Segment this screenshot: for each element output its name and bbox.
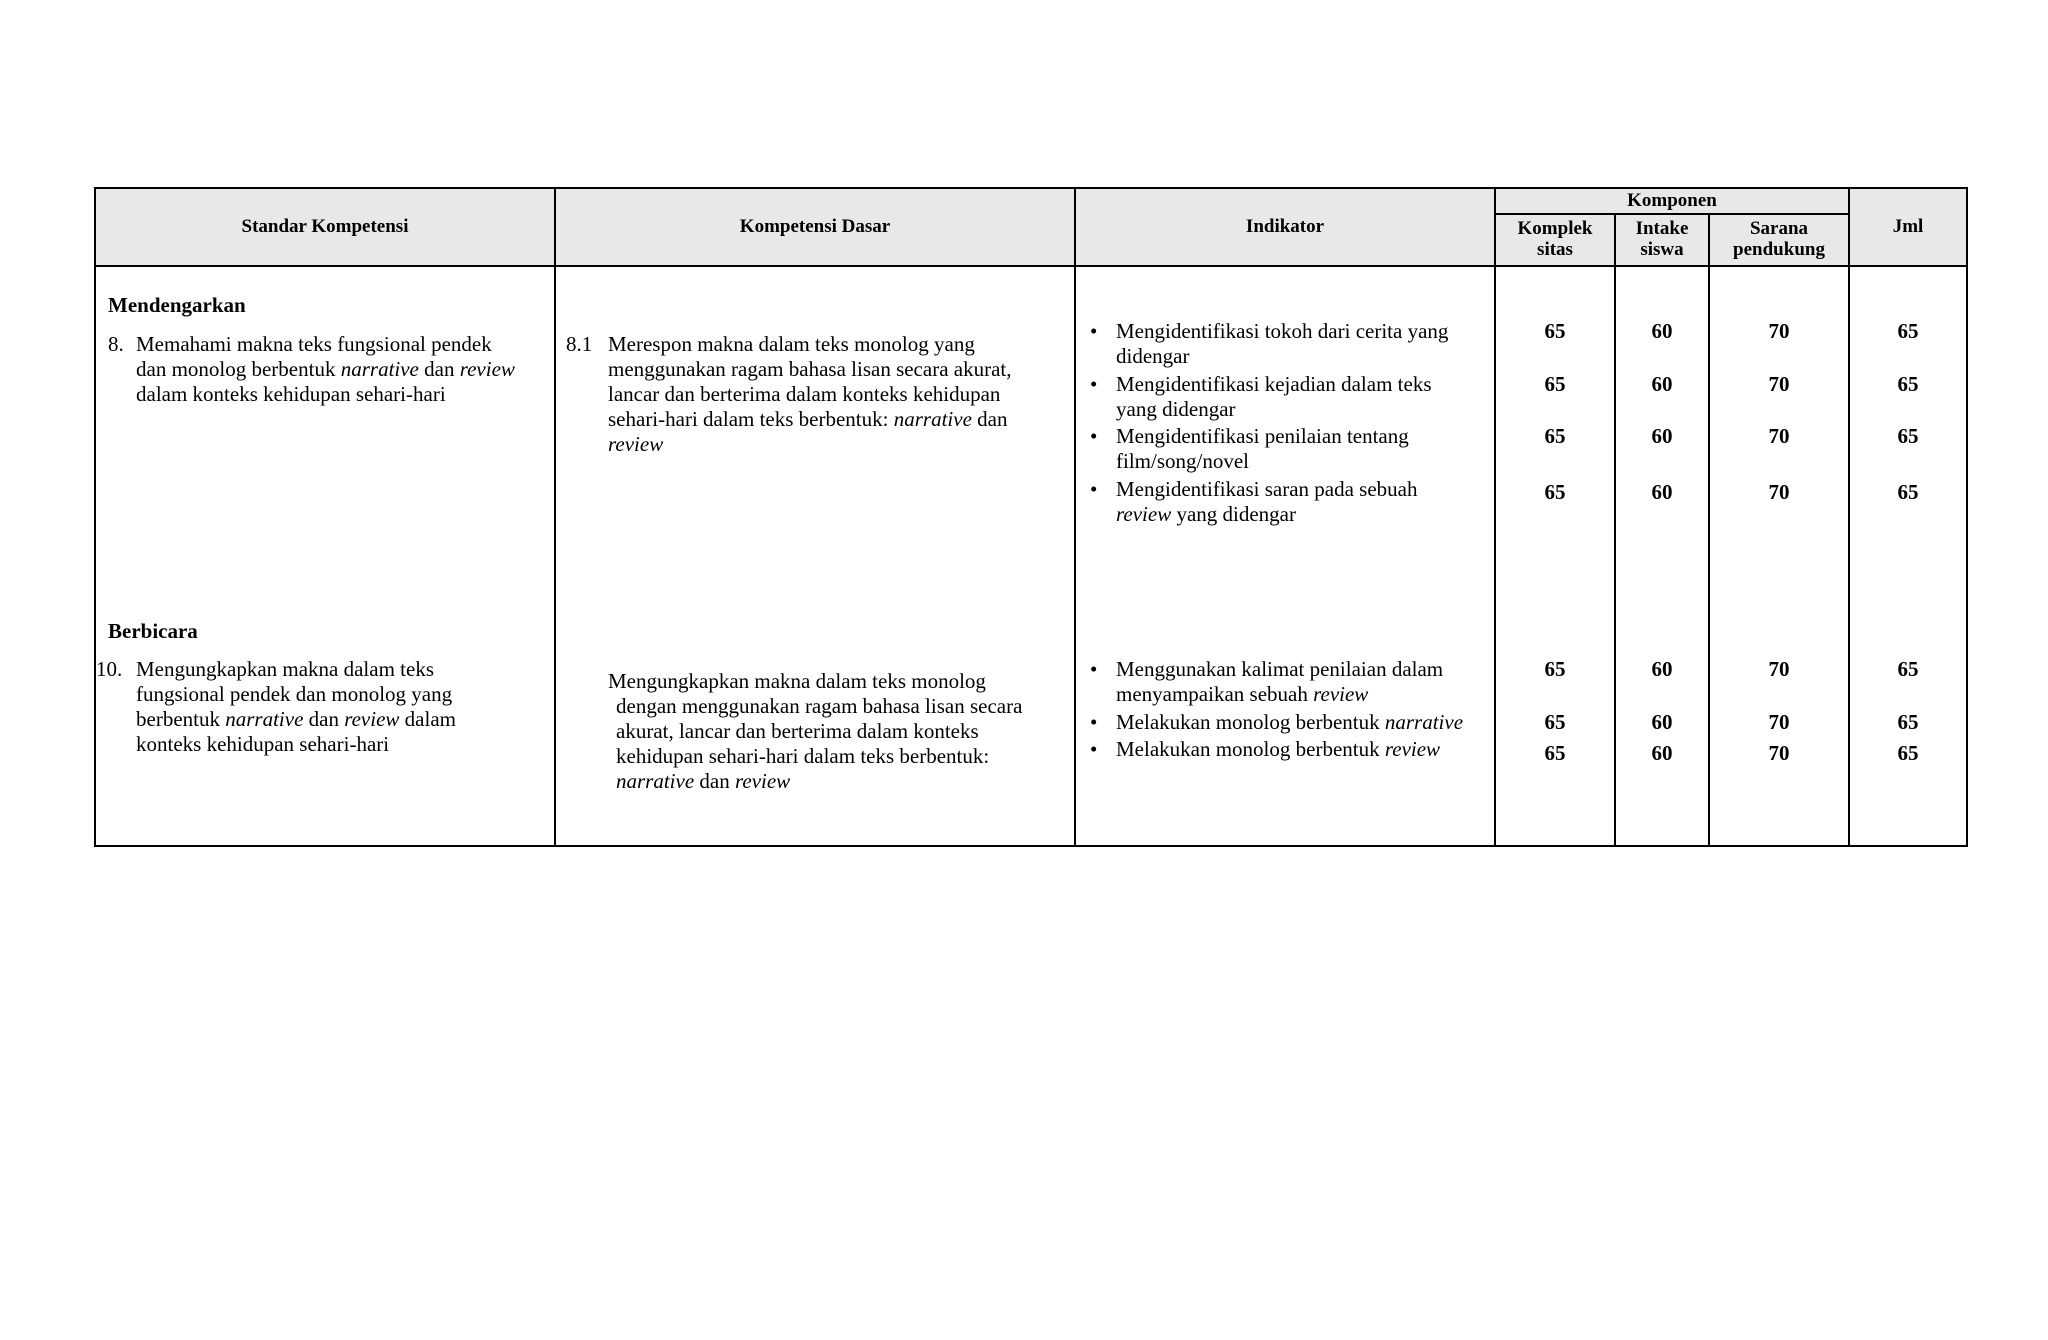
header-intake-siswa: Intake siswa	[1615, 214, 1709, 266]
cell-intake-siswa	[1615, 266, 1709, 846]
kd-text-8-1: Merespon makna dalam teks monolog yang menggunakan ragam bahasa lisan secara akurat, lancar dan berterima dalam konteks kehidupan sehari-hari dalam teks berbentuk: narrative dan review	[608, 332, 1012, 456]
score-jml: 65	[1897, 657, 1919, 681]
header-jml: Jml	[1849, 188, 1967, 266]
score-sarana: 70	[1768, 710, 1790, 734]
cell-jml	[1849, 266, 1967, 846]
score-sarana: 70	[1768, 372, 1790, 396]
score-kompleksitas: 65	[1544, 319, 1566, 343]
competency-table	[94, 187, 1968, 847]
sk-number-8: 8.	[108, 332, 124, 356]
indicator-item: • Melakukan monolog berbentuk review	[1116, 737, 1496, 762]
indicator-item: • Mengidentifikasi tokoh dari cerita yang didengar	[1116, 319, 1496, 369]
cell-standar-kompetensi	[95, 266, 555, 846]
sk-number-10: 10.	[96, 657, 123, 681]
score-jml: 65	[1897, 741, 1919, 765]
kd-number-8-1: 8.1	[566, 332, 593, 356]
header-sarana-pendukung: Sarana pendukung	[1709, 214, 1849, 266]
indicator-item: • Melakukan monolog berbentuk narrative	[1116, 710, 1496, 735]
score-jml: 65	[1897, 372, 1919, 396]
score-kompleksitas: 65	[1544, 657, 1566, 681]
score-kompleksitas: 65	[1544, 741, 1566, 765]
score-sarana: 70	[1768, 480, 1790, 504]
score-sarana: 70	[1768, 657, 1790, 681]
score-intake: 60	[1651, 741, 1673, 765]
indicator-item: • Mengidentifikasi kejadian dalam teks yang didengar	[1116, 372, 1496, 422]
score-intake: 60	[1651, 424, 1673, 448]
header-komponen: Komponen	[1495, 188, 1849, 214]
score-intake: 60	[1651, 657, 1673, 681]
indicator-item: • Mengidentifikasi penilaian tentang film/song/novel	[1116, 424, 1496, 474]
score-intake: 60	[1651, 319, 1673, 343]
score-jml: 65	[1897, 319, 1919, 343]
header-standar-kompetensi: Standar Kompetensi	[95, 188, 555, 266]
score-intake: 60	[1651, 710, 1673, 734]
score-sarana: 70	[1768, 319, 1790, 343]
kd-text-10: Mengungkapkan makna dalam teks monolog dengan menggunakan ragam bahasa lisan secara akurat, lancar dan berterima dalam konteks kehidupan sehari-hari dalam teks berbentuk: narrative dan review	[608, 669, 1023, 793]
sk-text-8: Memahami makna teks fungsional pendek dan monolog berbentuk narrative dan review dalam konteks kehidupan sehari-hari	[136, 332, 515, 406]
score-intake: 60	[1651, 372, 1673, 396]
score-jml: 65	[1897, 424, 1919, 448]
score-kompleksitas: 65	[1544, 372, 1566, 396]
cell-indikator	[1075, 266, 1495, 846]
cell-kompetensi-dasar	[555, 266, 1075, 846]
header-indikator: Indikator	[1075, 188, 1495, 266]
header-kompetensi-dasar: Kompetensi Dasar	[555, 188, 1075, 266]
score-kompleksitas: 65	[1544, 424, 1566, 448]
score-intake: 60	[1651, 480, 1673, 504]
score-sarana: 70	[1768, 424, 1790, 448]
cell-sarana-pendukung	[1709, 266, 1849, 846]
header-kompleksitas: Komplek sitas	[1495, 214, 1615, 266]
indicator-item: • Menggunakan kalimat penilaian dalam menyampaikan sebuah review	[1116, 657, 1496, 707]
section-heading-mendengarkan: Mendengarkan	[108, 293, 246, 317]
section-heading-berbicara: Berbicara	[108, 619, 198, 643]
score-jml: 65	[1897, 480, 1919, 504]
cell-kompleksitas	[1495, 266, 1615, 846]
score-kompleksitas: 65	[1544, 710, 1566, 734]
indicator-item: • Mengidentifikasi saran pada sebuah review yang didengar	[1116, 477, 1496, 527]
score-jml: 65	[1897, 710, 1919, 734]
score-sarana: 70	[1768, 741, 1790, 765]
sk-text-10: Mengungkapkan makna dalam teks fungsional pendek dan monolog yang berbentuk narrative dan review dalam konteks kehidupan sehari-hari	[136, 657, 456, 756]
score-kompleksitas: 65	[1544, 480, 1566, 504]
